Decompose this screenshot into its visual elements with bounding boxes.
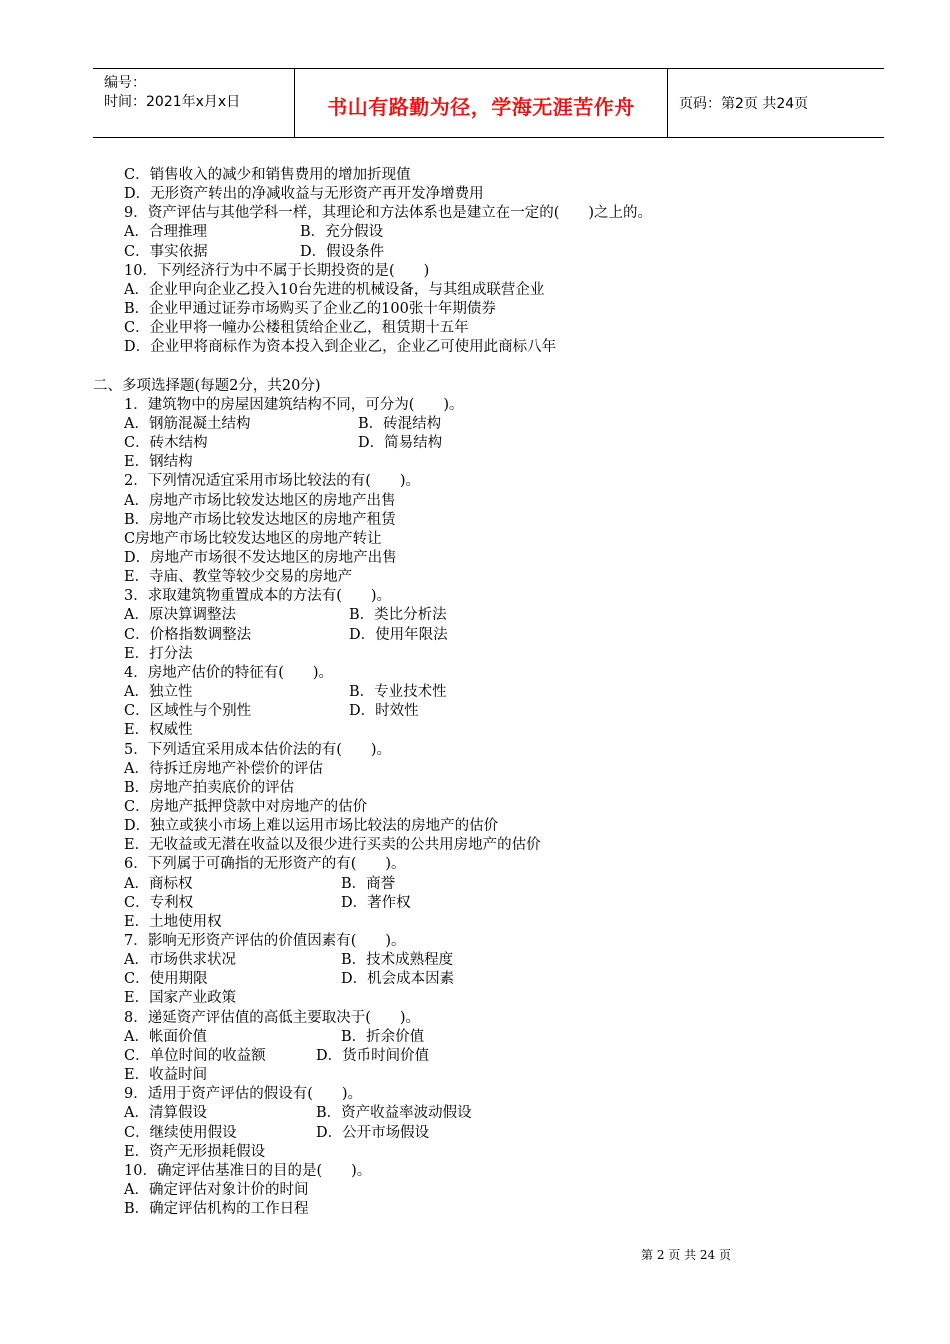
line-text: A．钢筋混凝土结构 (124, 415, 251, 432)
line-text: A．合理推理 (124, 224, 207, 241)
line-text: E．资产无形损耗假设 (124, 1143, 266, 1160)
line-text: C．继续使用假设 (124, 1124, 237, 1141)
option-second-column: D．货币时间价值 (316, 1047, 430, 1064)
option-second-column: B．资产收益率波动假设 (316, 1105, 472, 1122)
option-second-column: B．砖混结构 (358, 415, 442, 432)
question-line (124, 530, 382, 549)
motto-text: 书山有路勤为径，学海无涯苦作舟 (327, 95, 635, 119)
question-line (124, 989, 236, 1008)
line-text: 10．确定评估基准日的目的是( )。 (124, 1162, 372, 1179)
option-second-column: D．假设条件 (300, 243, 385, 260)
question-line (124, 223, 207, 242)
question-line (124, 645, 193, 664)
line-text: A．市场供求状况 (124, 952, 236, 969)
line-text: B．房地产拍卖底价的评估 (124, 779, 295, 796)
line-text: A．独立性 (124, 684, 193, 701)
option-second-column: D．使用年限法 (349, 626, 448, 643)
line-text: 9．资产评估与其他学科一样，其理论和方法体系也是建立在一定的( )之上的。 (124, 205, 653, 222)
question-line (124, 511, 396, 530)
line-text: B．确定评估机构的工作日程 (124, 1201, 309, 1218)
line-text: 10．下列经济行为中不属于长期投资的是( ) (124, 262, 430, 279)
question-line (124, 434, 208, 453)
line-text: A．待拆迁房地产补偿价的评估 (124, 760, 323, 777)
time-label: 时间：2021年x月x日 (104, 94, 241, 110)
question-line (124, 836, 541, 855)
header-left-cell (93, 69, 295, 137)
line-text: C．企业甲将一幢办公楼租赁给企业乙，租赁期十五年 (124, 320, 469, 337)
option-second-column: B．技术成熟程度 (341, 952, 454, 969)
question-line (124, 779, 294, 798)
question-line (124, 1009, 420, 1028)
line-text: C．价格指数调整法 (124, 626, 252, 643)
line-text: 8．递延资产评估值的高低主要取决于( )。 (124, 1009, 421, 1026)
question-line (124, 549, 397, 568)
question-line (124, 855, 406, 874)
question-line (124, 396, 464, 415)
question-line (124, 1066, 207, 1085)
line-text: 6．下列属于可确指的无形资产的有( )。 (124, 856, 406, 873)
line-text: A．原决算调整法 (124, 607, 236, 624)
line-text: 1．建筑物中的房屋因建筑结构不同，可分为( )。 (124, 396, 464, 413)
question-line (124, 970, 208, 989)
line-text: D．企业甲将商标作为资本投入到企业乙，企业乙可使用此商标八年 (124, 339, 557, 356)
question-line (124, 568, 352, 587)
question-line (124, 1104, 207, 1123)
page-header (93, 68, 884, 138)
question-line (124, 683, 192, 702)
question-line (124, 1181, 308, 1200)
line-text: A．商标权 (124, 875, 193, 892)
line-text: D．房地产市场很不发达地区的房地产出售 (124, 550, 397, 566)
question-line (124, 1047, 266, 1066)
header-right-cell (668, 69, 884, 137)
line-text: B．企业甲通过证券市场购买了企业乙的100张十年期债券 (124, 301, 496, 318)
line-text: A．帐面价值 (124, 1028, 207, 1045)
question-line (124, 798, 367, 817)
section-heading (93, 377, 321, 396)
question-line (124, 721, 193, 740)
line-text: 二、多项选择题(每题2分，共20分) (93, 377, 321, 394)
option-second-column: D．公开市场假设 (316, 1124, 430, 1141)
line-text: D．独立或狭小市场上难以运用市场比较法的房地产的估价 (124, 818, 499, 835)
line-text: C．专利权 (124, 894, 194, 911)
option-second-column: D．简易结构 (358, 435, 443, 452)
line-text: E．打分法 (124, 645, 193, 662)
question-line (124, 1124, 237, 1143)
line-text: A．清算假设 (124, 1105, 207, 1122)
line-text: E．收益时间 (124, 1067, 208, 1084)
line-text: C．单位时间的收益额 (124, 1047, 266, 1064)
option-second-column: D．机会成本因素 (341, 971, 455, 988)
option-second-column: B．折余价值 (341, 1028, 425, 1045)
question-line (124, 204, 652, 223)
question-line (124, 1162, 371, 1181)
question-line (124, 951, 236, 970)
line-text: A．企业甲向企业乙投入10台先进的机械设备，与其组成联营企业 (124, 281, 545, 298)
option-second-column: D．时效性 (349, 703, 419, 720)
option-second-column: B．类比分析法 (349, 607, 447, 624)
line-text: E．无收益或无潜在收益以及很少进行买卖的公共用房地产的估价 (124, 837, 541, 854)
line-text: C．使用期限 (124, 971, 208, 988)
option-second-column: D．著作权 (341, 894, 411, 911)
header-middle-cell (295, 69, 668, 137)
line-text: 5．下列适宜采用成本估价法的有( )。 (124, 741, 392, 758)
line-text: C．事实依据 (124, 243, 208, 260)
question-line (124, 1028, 207, 1047)
question-line (124, 492, 395, 511)
question-line (124, 1200, 309, 1219)
question-line (124, 262, 429, 281)
option-second-column: B．专业技术性 (349, 684, 447, 701)
question-line (124, 415, 250, 434)
line-text: A．房地产市场比较发达地区的房地产出售 (124, 492, 396, 509)
line-text: B．房地产市场比较发达地区的房地产租赁 (124, 511, 396, 528)
line-text: 3．求取建筑物重置成本的方法有( )。 (124, 588, 392, 605)
question-line (124, 664, 333, 683)
question-line (124, 875, 192, 894)
line-text: E．国家产业政策 (124, 990, 237, 1007)
question-line (124, 453, 193, 472)
line-text: C．砖木结构 (124, 435, 208, 452)
line-text: C．区域性与个别性 (124, 703, 252, 720)
page-footer: 第 2 页 共 24 页 (641, 1248, 731, 1262)
line-text: 2．下列情况适宜采用市场比较法的有( )。 (124, 473, 421, 490)
line-text: C．销售收入的减少和销售费用的增加折现值 (124, 167, 411, 183)
line-text: C．房地产抵押贷款中对房地产的估价 (124, 798, 368, 815)
question-line (124, 894, 193, 913)
option-second-column: B．商誉 (341, 875, 396, 892)
line-text: D．无形资产转出的净减收益与无形资产再开发净增费用 (124, 186, 484, 203)
line-text: C房地产市场比较发达地区的房地产转让 (124, 530, 382, 547)
line-text: 9．适用于资产评估的假设有( )。 (124, 1086, 363, 1103)
question-line (124, 702, 251, 721)
question-line (124, 626, 251, 645)
question-line (124, 587, 391, 606)
question-line (124, 185, 484, 204)
question-line (124, 606, 236, 625)
question-line (124, 1085, 362, 1104)
question-line (124, 932, 406, 951)
line-text: E．寺庙、教堂等较少交易的房地产 (124, 569, 353, 586)
question-line (124, 281, 544, 300)
line-text: E．钢结构 (124, 454, 193, 471)
line-text: E．土地使用权 (124, 913, 222, 930)
option-second-column: B．充分假设 (300, 224, 384, 241)
question-line (124, 300, 496, 319)
question-line (124, 817, 498, 836)
question-line (124, 1143, 265, 1162)
line-text: 7．影响无形资产评估的价值因素有( )。 (124, 933, 406, 949)
question-line (124, 741, 391, 760)
question-line (124, 913, 222, 932)
question-line (124, 243, 208, 262)
page-info: 页码：第2页 共24页 (679, 96, 809, 112)
question-line (124, 166, 411, 185)
question-line (124, 338, 556, 357)
line-text: 4．房地产估价的特征有( )。 (124, 664, 334, 681)
question-line (124, 760, 323, 779)
question-line (124, 472, 420, 491)
number-label: 编号： (104, 75, 146, 91)
question-line (124, 319, 469, 338)
line-text: A．确定评估对象计价的时间 (124, 1181, 309, 1198)
line-text: E．权威性 (124, 722, 193, 739)
